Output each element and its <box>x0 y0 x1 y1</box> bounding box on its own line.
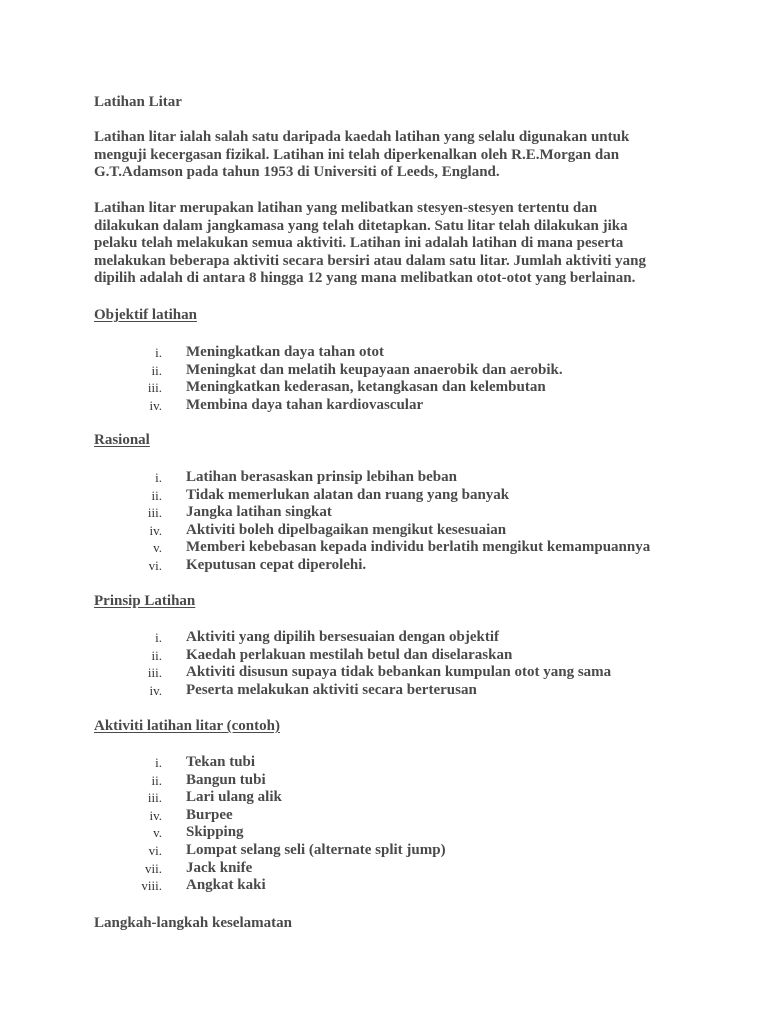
list-text: Angkat kaki <box>186 877 266 894</box>
list-number: i. <box>155 755 162 770</box>
list-rasional <box>94 469 694 575</box>
list-number: i. <box>155 345 162 360</box>
list-text: Peserta melakukan aktiviti secara berterusan <box>186 681 477 698</box>
list-item <box>94 772 694 790</box>
list-item <box>94 362 694 380</box>
list-number: vi. <box>148 557 162 573</box>
list-prinsip <box>94 629 694 699</box>
list-item <box>94 824 694 842</box>
heading-objektif: Objektif latihan <box>94 307 197 323</box>
list-number: viii. <box>141 878 162 894</box>
list-item <box>94 539 694 557</box>
list-number: iii. <box>147 665 162 681</box>
description-line: Latihan litar merupakan latihan yang melibatkan stesyen-stesyen tertentu dan <box>94 200 598 216</box>
list-text: Jack knife <box>186 859 253 876</box>
intro-line: Latihan litar ialah salah satu daripada kaedah latihan yang selalu digunakan untuk <box>94 129 630 145</box>
heading-rasional: Rasional <box>94 432 150 448</box>
list-number: i. <box>155 630 162 645</box>
list-text: Kaedah perlakuan mestilah betul dan diselaraskan <box>186 646 513 663</box>
list-number: ii. <box>151 487 162 503</box>
list-number: ii. <box>151 647 162 663</box>
list-item <box>94 860 694 878</box>
list-item <box>94 397 694 415</box>
list-text: Skipping <box>186 824 244 841</box>
list-item <box>94 344 694 362</box>
list-number: iv. <box>149 807 162 823</box>
list-item <box>94 754 694 772</box>
list-item <box>94 379 694 397</box>
list-text: Lari ulang alik <box>186 789 282 806</box>
list-text: Keputusan cepat diperolehi. <box>186 556 367 573</box>
list-number: ii. <box>151 362 162 378</box>
list-text: Burpee <box>186 806 233 823</box>
description-line: melakukan beberapa aktiviti secara bersiri atau dalam satu litar. Jumlah aktiviti yang <box>94 252 646 269</box>
list-item <box>94 522 694 540</box>
list-number: iii. <box>147 380 162 396</box>
list-item <box>94 557 694 575</box>
intro-paragraph <box>94 129 694 182</box>
list-item <box>94 647 694 665</box>
list-text: Jangka latihan singkat <box>186 504 332 521</box>
list-number: v. <box>153 825 162 841</box>
list-text: Aktiviti disusun supaya tidak bebankan kumpulan otot yang sama <box>186 664 612 681</box>
list-item <box>94 842 694 860</box>
intro-line: G.T.Adamson pada tahun 1953 di Universiti of Leeds, England. <box>94 164 500 181</box>
list-number: iii. <box>147 790 162 806</box>
list-item <box>94 629 694 647</box>
description-line: dipilih adalah di antara 8 hingga 12 yang mana melibatkan otot-otot yang berlainan. <box>94 270 636 287</box>
list-text: Latihan berasaskan prinsip lebihan beban <box>186 469 457 485</box>
list-number: iii. <box>147 505 162 521</box>
description-paragraph <box>94 200 694 288</box>
heading-keselamatan: Langkah-langkah keselamatan <box>94 915 292 931</box>
list-number: iv. <box>149 682 162 698</box>
list-text: Meningkatkan kederasan, ketangkasan dan kelembutan <box>186 379 546 396</box>
list-text: Aktiviti yang dipilih bersesuaian dengan objektif <box>186 629 499 645</box>
list-item <box>94 877 694 895</box>
list-item <box>94 487 694 505</box>
list-number: iv. <box>149 522 162 538</box>
heading-prinsip: Prinsip Latihan <box>94 593 196 609</box>
description-line: dilakukan dalam jangkamasa yang telah ditetapkan. Satu litar telah dilakukan jika <box>94 217 628 234</box>
list-item <box>94 682 694 700</box>
list-text: Meningkatkan daya tahan otot <box>186 344 384 360</box>
list-item <box>94 504 694 522</box>
list-text: Tekan tubi <box>186 754 256 770</box>
list-aktiviti <box>94 754 694 895</box>
list-text: Memberi kebebasan kepada individu berlatih mengikut kemampuannya <box>186 539 651 556</box>
intro-line: menguji kecergasan fizikal. Latihan ini telah diperkenalkan oleh R.E.Morgan dan <box>94 146 620 163</box>
list-objektif <box>94 344 694 414</box>
list-text: Aktiviti boleh dipelbagaikan mengikut kesesuaian <box>186 521 507 538</box>
list-item <box>94 664 694 682</box>
heading-aktiviti: Aktiviti latihan litar (contoh) <box>94 718 280 734</box>
list-number: v. <box>153 540 162 556</box>
list-text: Meningkat dan melatih keupayaan anaerobik dan aerobik. <box>186 361 563 378</box>
list-text: Bangun tubi <box>186 771 266 788</box>
list-item <box>94 469 694 487</box>
list-text: Lompat selang seli (alternate split jump) <box>186 841 446 858</box>
list-number: vii. <box>145 860 162 876</box>
list-number: iv. <box>149 397 162 413</box>
list-item <box>94 789 694 807</box>
page-title: Latihan Litar <box>94 94 182 110</box>
list-text: Tidak memerlukan alatan dan ruang yang banyak <box>186 486 510 503</box>
list-number: vi. <box>148 842 162 858</box>
list-text: Membina daya tahan kardiovascular <box>186 396 424 413</box>
list-number: ii. <box>151 772 162 788</box>
list-item <box>94 807 694 825</box>
list-number: i. <box>155 470 162 485</box>
description-line: pelaku telah melakukan semua aktiviti. Latihan ini adalah latihan di mana peserta <box>94 235 624 252</box>
